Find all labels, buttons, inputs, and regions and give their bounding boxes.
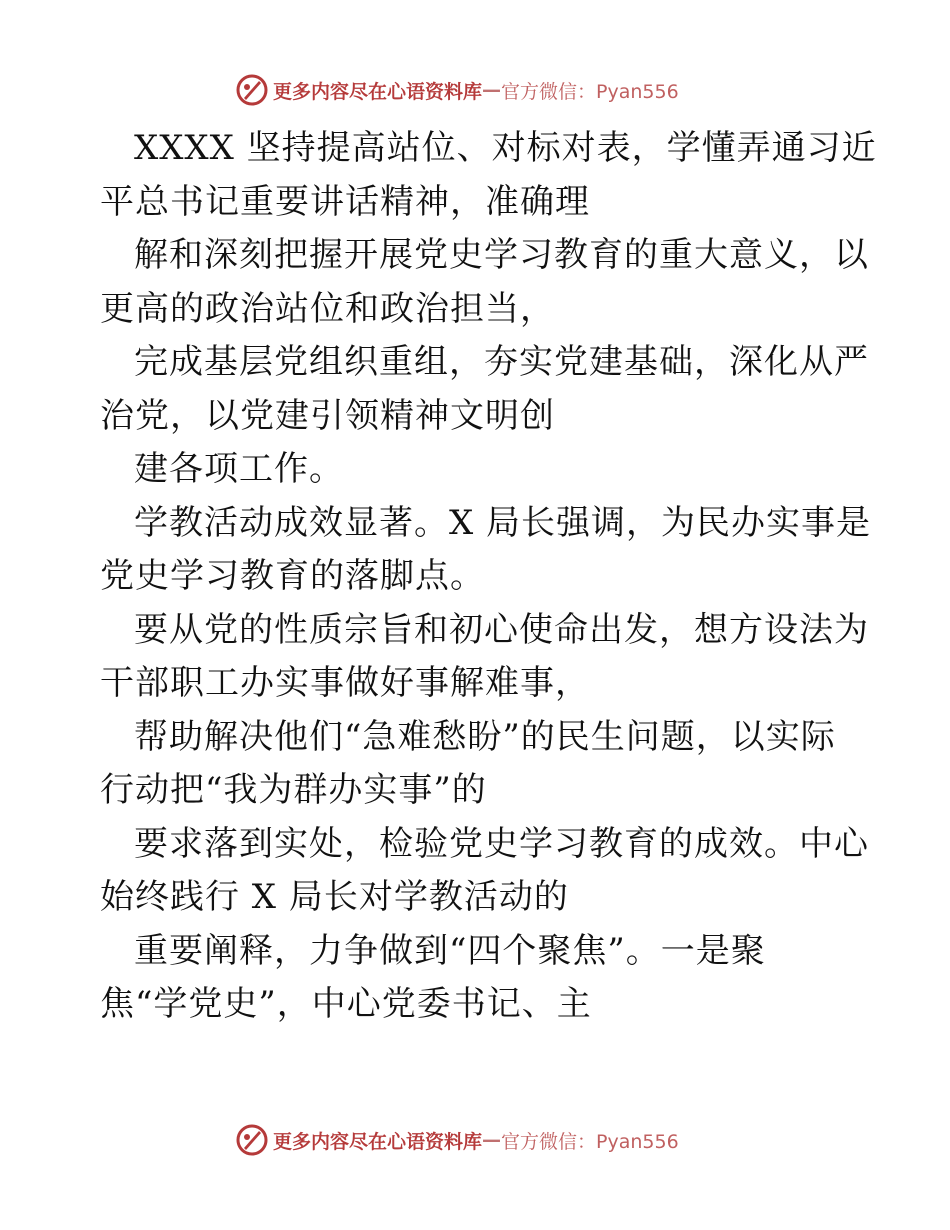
text-line: 更高的政治站位和政治担当， <box>100 288 555 329</box>
quill-logo-icon <box>235 73 269 107</box>
banner-contact-text: 官方微信：Pyan556 <box>501 1130 679 1153</box>
banner-contact-text: 官方微信：Pyan556 <box>501 80 679 103</box>
text-line: 治党，以党建引领精神文明创 <box>100 395 555 436</box>
text-line: 建各项工作。 <box>134 449 344 489</box>
banner-separator: — <box>482 79 502 101</box>
quill-logo-icon <box>235 1123 269 1157</box>
text-line: 重要阐释，力争做到“四个聚焦”。一是聚 <box>134 930 766 971</box>
text-line: 行动把“我为群办实事”的 <box>100 770 487 810</box>
text-line: 焦“学党史”，中心党委书记、主 <box>100 984 592 1024</box>
text-line: 党史学习教育的落脚点。 <box>100 556 485 596</box>
text-line: 帮助解决他们“急难愁盼”的民生问题，以实际 <box>134 716 836 757</box>
text-line: 平总书记重要讲话精神，准确理 <box>100 181 590 222</box>
text-line: 完成基层党组织重组，夯实党建基础，深化从严 <box>134 342 869 382</box>
banner-main-text: 更多内容尽在心语资料库 <box>273 1130 483 1153</box>
text-line: 干部职工办实事做好事解难事， <box>100 663 590 703</box>
banner-separator: — <box>482 1129 502 1151</box>
document-body <box>100 122 877 1032</box>
text-line: XXXX 坚持提高站位、对标对表，学懂弄通习近 <box>134 128 877 168</box>
text-line: 要求落到实处，检验党史学习教育的成效。中心 <box>134 823 869 864</box>
text-line: 解和深刻把握开展党史学习教育的重大意义，以 <box>134 235 869 275</box>
text-line: 学教活动成效显著。X 局长强调，为民办实事是 <box>134 502 872 543</box>
text-line: 要从党的性质宗旨和初心使命出发，想方设法为 <box>134 609 869 650</box>
footer-watermark-banner <box>235 1122 679 1158</box>
banner-main-text: 更多内容尽在心语资料库 <box>273 80 483 103</box>
header-watermark-banner <box>235 72 679 108</box>
text-line: 始终践行 X 局长对学教活动的 <box>100 877 569 917</box>
